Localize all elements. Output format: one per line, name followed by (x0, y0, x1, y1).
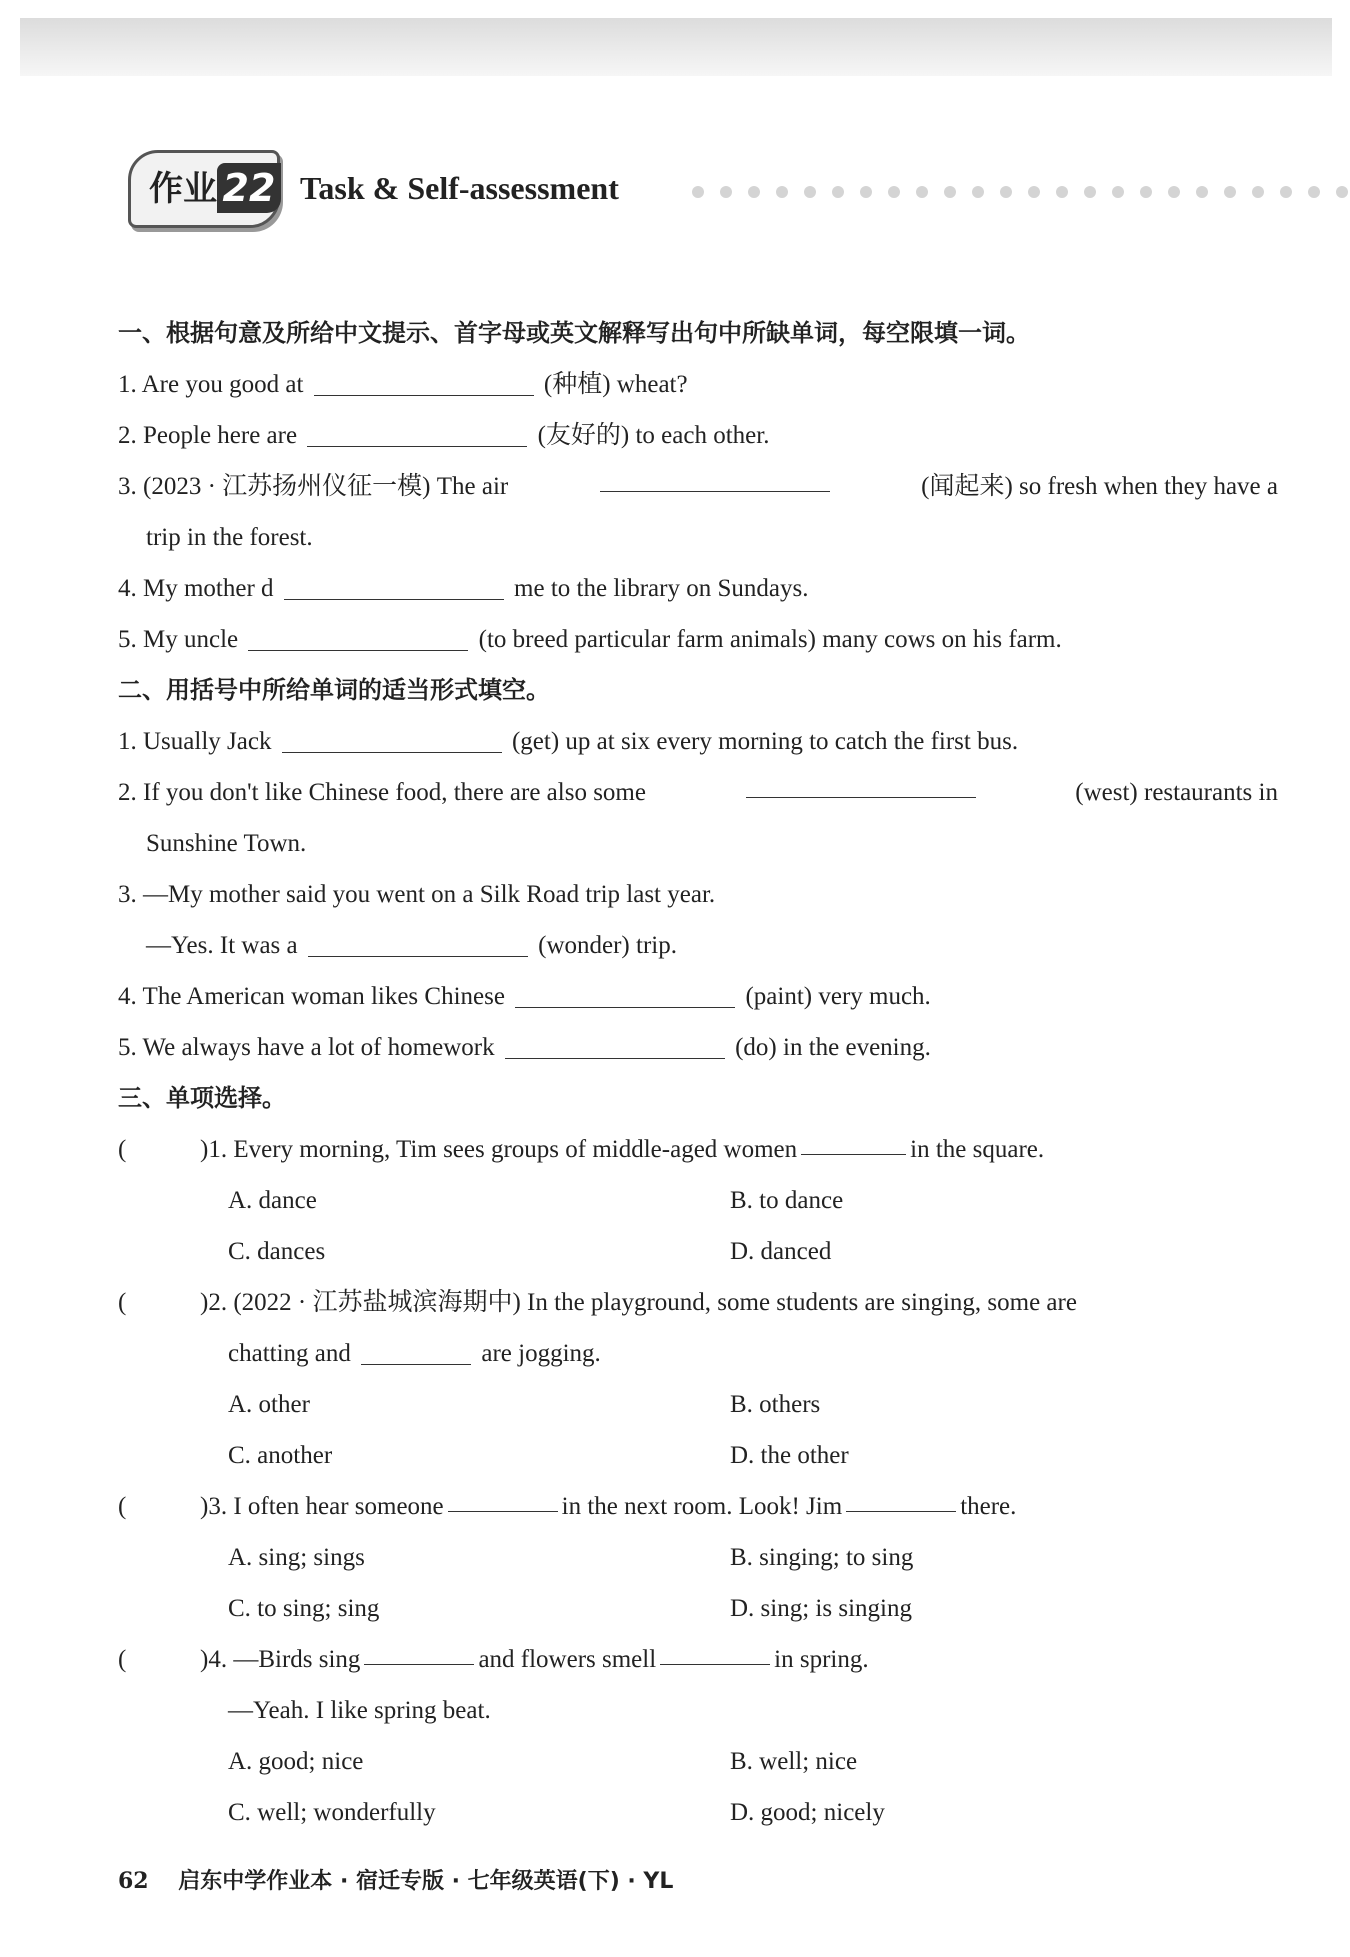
section1-heading: 一、根据句意及所给中文提示、首字母或英文解释写出句中所缺单词，每空限填一词。 (118, 319, 1030, 347)
s3-q3-options-row2 (118, 1583, 1278, 1634)
question-text: 1. Usually Jack (118, 728, 272, 755)
s1-question-3 (118, 461, 1278, 512)
badge-number: 22 (217, 163, 281, 213)
option-c[interactable]: C. another (228, 1442, 333, 1469)
s2-question-3: 3. —My mother said you went on a Silk Road trip last year. (118, 881, 716, 908)
answer-blank[interactable] (282, 722, 502, 753)
question-text: in the next room. Look! Jim (561, 1493, 843, 1520)
answer-paren[interactable]: ( (118, 1136, 127, 1163)
answer-blank[interactable] (307, 416, 527, 447)
s3-q1-options-row1 (118, 1175, 1278, 1226)
worksheet-content (118, 308, 1278, 1838)
s3-question-1 (118, 1124, 1278, 1175)
s3-question-3 (118, 1481, 1278, 1532)
answer-blank[interactable] (515, 977, 735, 1008)
footer-book-title: 启东中学作业本 · 宿迁专版 · 七年级英语(下) · YL (178, 1869, 674, 1894)
top-decorative-band (20, 18, 1332, 76)
answer-paren[interactable]: ( (118, 1646, 127, 1673)
answer-blank[interactable] (314, 365, 534, 396)
page-number: 62 (118, 1868, 149, 1894)
section2-heading: 二、用括号中所给单词的适当形式填空。 (118, 676, 550, 704)
question-text: (闻起来) so fresh when they have a (921, 473, 1278, 500)
question-text: (种植) wheat? (543, 371, 688, 398)
answer-blank[interactable] (248, 620, 468, 651)
s3-q2-options-row1 (118, 1379, 1278, 1430)
answer-paren[interactable]: ( (118, 1289, 127, 1316)
s3-question-4 (118, 1634, 1278, 1685)
s3-q2-options-row2 (118, 1430, 1278, 1481)
answer-blank[interactable] (361, 1334, 471, 1365)
question-text: 3. (2023 · 江苏扬州仪征一模) The air (118, 473, 509, 500)
option-a[interactable]: A. dance (228, 1187, 317, 1214)
page-header (120, 150, 1300, 230)
option-d[interactable]: D. the other (730, 1442, 849, 1469)
answer-blank[interactable] (600, 461, 830, 492)
question-text: (paint) very much. (745, 983, 931, 1010)
option-d[interactable]: D. sing; is singing (730, 1595, 912, 1622)
question-text: me to the library on Sundays. (514, 575, 809, 602)
s2-question-2-cont: Sunshine Town. (146, 830, 307, 857)
option-d[interactable]: D. good; nicely (730, 1799, 885, 1826)
option-a[interactable]: A. good; nice (228, 1748, 364, 1775)
answer-blank[interactable] (448, 1481, 558, 1512)
option-c[interactable]: C. well; wonderfully (228, 1799, 436, 1826)
answer-blank[interactable] (660, 1634, 770, 1665)
answer-paren[interactable]: ( (118, 1493, 127, 1520)
s2-question-5 (118, 1022, 1278, 1073)
question-text: in the square. (910, 1136, 1045, 1163)
s3-q1-options-row2 (118, 1226, 1278, 1277)
answer-blank[interactable] (801, 1124, 906, 1155)
option-c[interactable]: C. to sing; sing (228, 1595, 380, 1622)
question-text: there. (960, 1493, 1017, 1520)
s2-question-4 (118, 971, 1278, 1022)
question-text: (wonder) trip. (538, 932, 677, 959)
s1-question-2 (118, 410, 1278, 461)
homework-badge (128, 150, 280, 228)
option-b[interactable]: B. others (730, 1391, 821, 1418)
question-text: 1. Are you good at (118, 371, 304, 398)
option-a[interactable]: A. other (228, 1391, 310, 1418)
question-text: )2. (2022 · 江苏盐城滨海期中) In the playground, some students are singing, some are (200, 1289, 1077, 1316)
option-b[interactable]: B. well; nice (730, 1748, 858, 1775)
answer-blank[interactable] (308, 926, 528, 957)
option-c[interactable]: C. dances (228, 1238, 326, 1265)
option-b[interactable]: B. singing; to sing (730, 1544, 914, 1571)
question-text: )1. Every morning, Tim sees groups of middle-aged women (200, 1136, 798, 1163)
page-title: Task & Self-assessment (300, 170, 619, 206)
question-text: 5. We always have a lot of homework (118, 1034, 495, 1061)
question-text: in spring. (774, 1646, 869, 1673)
s3-q4-options-row2 (118, 1787, 1278, 1838)
answer-blank[interactable] (846, 1481, 956, 1512)
question-text: 2. People here are (118, 422, 298, 449)
s2-question-3-reply (118, 920, 1278, 971)
answer-blank[interactable] (505, 1028, 725, 1059)
question-text: (do) in the evening. (735, 1034, 931, 1061)
question-text: 4. The American woman likes Chinese (118, 983, 505, 1010)
s3-q4-options-row1 (118, 1736, 1278, 1787)
option-b[interactable]: B. to dance (730, 1187, 844, 1214)
s3-q3-options-row1 (118, 1532, 1278, 1583)
s1-question-5 (118, 614, 1278, 665)
option-a[interactable]: A. sing; sings (228, 1544, 365, 1571)
answer-blank[interactable] (364, 1634, 474, 1665)
section3-heading: 三、单项选择。 (118, 1084, 286, 1112)
question-text: 2. If you don't like Chinese food, there are also some (118, 779, 646, 806)
question-text: (west) restaurants in (1075, 779, 1278, 806)
answer-blank[interactable] (746, 767, 976, 798)
s1-question-4 (118, 563, 1278, 614)
decorative-dots (692, 186, 1350, 198)
s1-question-1 (118, 359, 1278, 410)
question-text: are jogging. (481, 1340, 601, 1367)
question-text: (友好的) to each other. (537, 422, 770, 449)
question-text: —Yes. It was a (146, 932, 298, 959)
option-d[interactable]: D. danced (730, 1238, 832, 1265)
question-text: )3. I often hear someone (200, 1493, 444, 1520)
question-text: (get) up at six every morning to catch the first bus. (511, 728, 1019, 755)
badge-label: 作业 (149, 169, 217, 209)
s1-question-3-cont: trip in the forest. (146, 524, 313, 551)
question-text: chatting and (228, 1340, 351, 1367)
s3-question-4-reply: —Yeah. I like spring beat. (228, 1697, 491, 1724)
page-footer (118, 1864, 673, 1895)
s3-question-2-cont (118, 1328, 1278, 1379)
s3-question-2 (118, 1277, 1278, 1328)
question-text: (to breed particular farm animals) many cows on his farm. (478, 626, 1062, 653)
s2-question-1 (118, 716, 1278, 767)
answer-blank[interactable] (284, 569, 504, 600)
s2-question-2 (118, 767, 1278, 818)
question-text: 4. My mother d (118, 575, 274, 602)
question-text: )4. —Birds sing (200, 1646, 361, 1673)
question-text: 5. My uncle (118, 626, 239, 653)
question-text: and flowers smell (478, 1646, 657, 1673)
